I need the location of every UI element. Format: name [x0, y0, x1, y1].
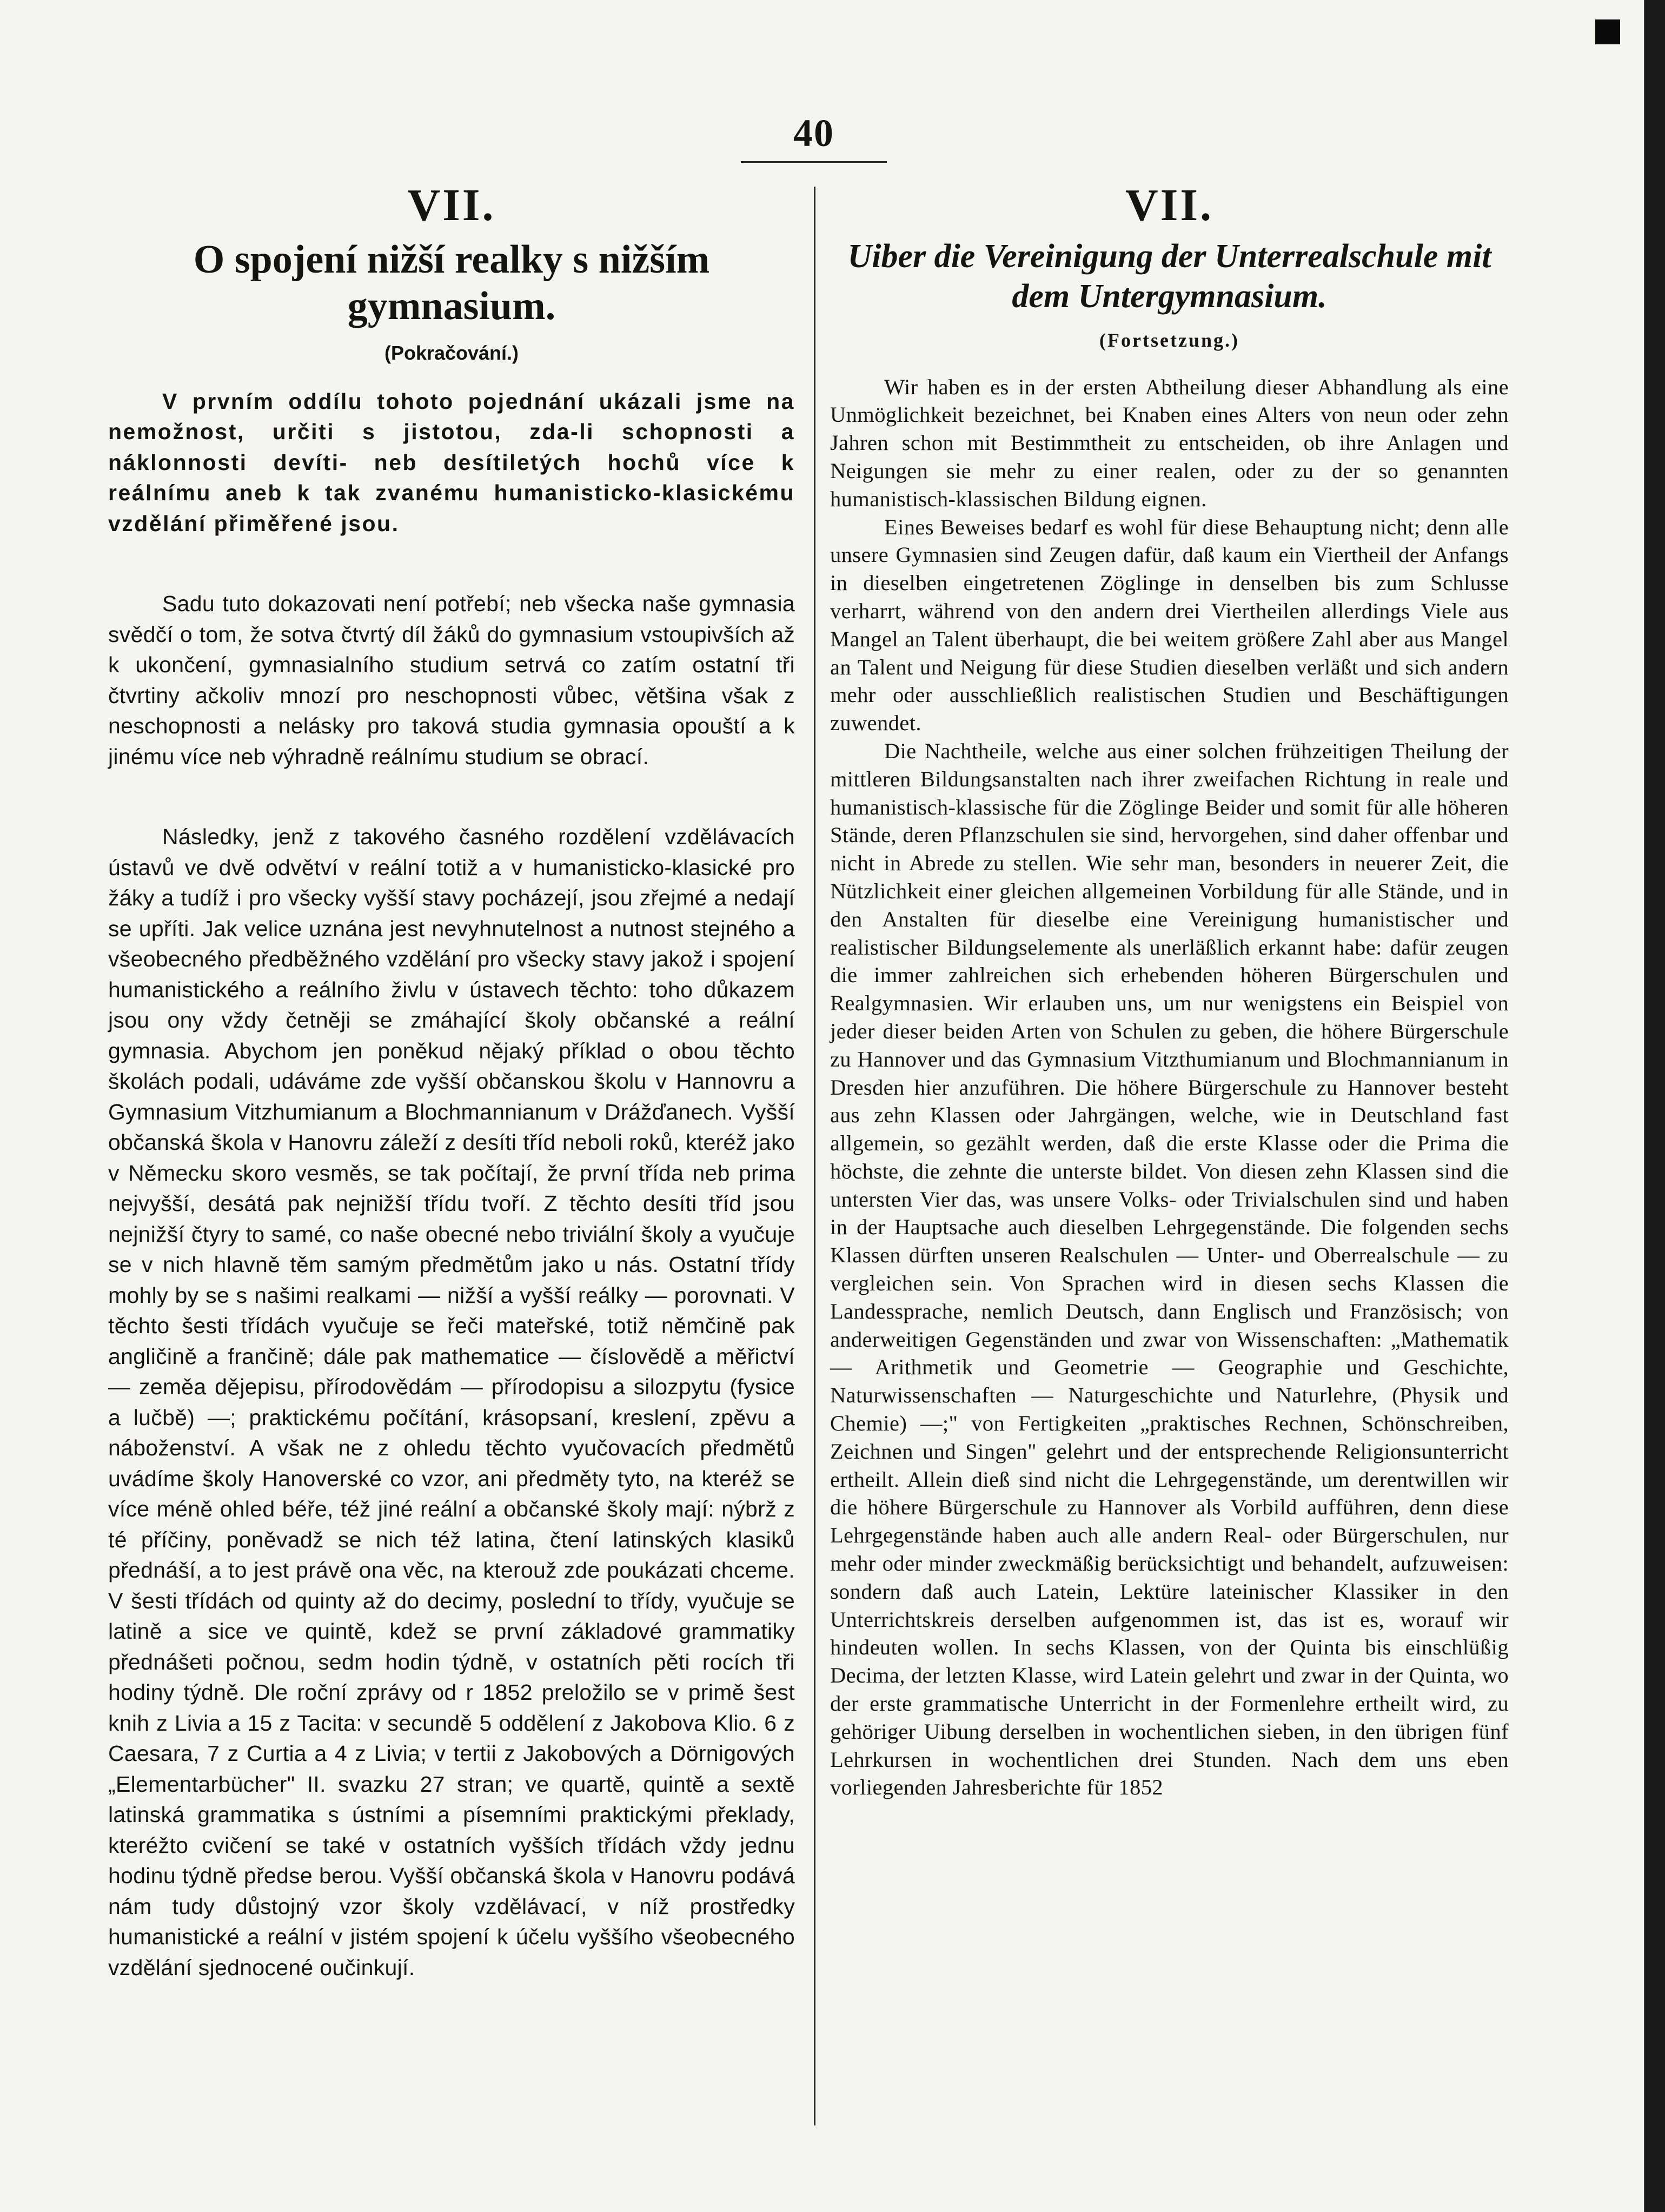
paragraph-2: Eines Beweises bedarf es wohl für diese Behauptung nicht; denn alle unsere Gymnasien sind Zeugen dafür, daß kaum ein Viertheil der Anfangs in dieselben eingetretenen Zöglinge in denselben bis zum Schlusse verharrt, während von den andern drei Viertheilen allerdings Viele aus Mangel an Talent überhaupt, die bei weitem größere Zahl aber aus Mangel an Talent und Neigung für diese Studien dieselben verläßt und sich andern mehr oder ausschließlich realistischen Studien und Beschäftigungen zuwendet. — [830, 514, 1509, 736]
section-title: Uiber die Vereinigung der Unterrealschule mit dem Untergymnasium. — [847, 237, 1491, 315]
paragraph-3: Následky, jenž z takového časného rozdělení vzdělávacích ústavů ve dvě odvětví v reální totiž a v humanisticko-klasické pro žáky a tudíž i pro všecky vyšší stavy pocházejí, jsou zřejmé a nedají se upříti. Jak velice uznána jest nevyhnutelnost a nutnost stejného a všeobecného předběžného vzdělání pro všecky stavy jakož i spojení humanistického a reálního živlu v ústavech těchto: toho důkazem jsou ony vždy četněji se zmáhající školy občanské a reální gymnasia. Abychom jen poněkud nějaký příklad o obou těchto školách podali, udáváme zde vyšší občanskou školu v Hannovru a Gymnasium Vitzhumianum a Blochmannianum v Drážďanech. Vyšší občanská škola v Hanovru záleží z desíti tříd neboli roků, kteréž jako v Německu skoro vesměs, se tak počítají, že první třída neb prima nejvyšší, desátá pak nejnižší třídu tvoří. Z těchto desíti tříd jsou nejnižší čtyry to samé, co naše obecné nebo triviální školy a vyučuje se v nich hlavně těm samým předmětům jako u nás. Ostatní třídy mohly by se s našimi realkami — nižší a vyšší reálky — porovnati. V těchto šesti třídách vyučuje se řeči mateřské, totiž němčině pak angličině a frančině; dále pak mathematice — číslovědě a měřictví — zeměa dějepisu, přírodovědám — přírodopisu a silozpytu (fysice a lučbě) —; praktickému počítání, krásopsaní, kreslení, zpěvu a náboženství. A však ne z ohledu těchto vyučovacích předmětů uvádíme školy Hanoverské co vzor, ani předměty tyto, na kteréž se více méně ohled béře, též jiné reální a občanské školy mají: nýbrž z té příčiny, poněvadž se nich též latina, čtení latinských klasiků přednáší, a to jest právě ona věc, na kterouž zde poukázati chceme. V šesti třídách od quinty až do decimy, poslední to třídy, vyučuje se latině a sice ve quintě, kdež se první základové grammatiky přednášeti počnou, sedm hodin týdně, v ostatních pěti rocích tři hodiny týdně. Dle roční zprávy od r 1852 preložilo se v primě šest knih z Livia a 15 z Tacita: v secundě 5 oddělení z Jakobova Klio. 6 z Caesara, 7 z Curtia a 4 z Livia; v tertii z Jakobových a Dörnigových „Elementarbücher" II. svazku 27 stran; ve quartě, quintě a sextě latinská grammatika s ústními a písemními praktickými překlady, kteréžto cvičení se také v ostatních vyšších třídách vždy jednu hodinu týdně předse berou. Vyšší občanská škola v Hanovru podává nám tudy důstojný vzor školy vzdělávací, v níž prostředky humanistické a reální v jistém spojení k účelu vyššího všeobecného vzdělání sjednocené oučinkují. — [108, 824, 795, 1980]
paragraph-1: Wir haben es in der ersten Abtheilung dieser Abhandlung als eine Unmöglichkeit bezeichnet, bei Knaben eines Alters von neun oder zehn Jahren schon mit Bestimmtheit zu entscheiden, ob ihre Anlagen und Neigungen sie mehr zu einer realen, oder zu der so genannten humanistisch-klassischen Bildung eignen. — [830, 374, 1509, 511]
column-divider — [814, 187, 815, 2125]
continuation-note: (Pokračování.) — [384, 341, 519, 364]
paragraph-1: V prvním oddílu tohoto pojednání ukázali jsme na nemožnost, určiti s jistotou, zda-li schopnosti a náklonnosti devíti- neb desítiletých hochů více k reálnímu aneb k tak zvanému humanisticko-klasickému vzdělání přiměřené jsou. — [108, 388, 795, 536]
page-number-rule — [741, 161, 887, 163]
section-number: VII. — [407, 180, 496, 230]
paragraph-2: Sadu tuto dokazovati není potřebí; neb všecka naše gymnasia svědčí o tom, že sotva čtvrtý díl žáků do gymnasium vstoupivších až k ukončení, gymnasialního studium setrvá co zatím ostatní tři čtvrtiny ačkoliv mnozí pro neschopnosti vůbec, většina však z neschopnosti a nelásky pro taková studia gymnasia opouští a k jinému více neb výhradně reálnímu studium se obrací. — [108, 591, 795, 769]
corner-registration-mark — [1595, 19, 1620, 44]
german-column — [830, 178, 1509, 1802]
section-title: O spojení nižší realky s nižším gymnasium. — [193, 237, 710, 329]
czech-column — [108, 178, 795, 1983]
paragraph-3: Die Nachtheile, welche aus einer solchen frühzeitigen Theilung der mittleren Bildungsanstalten nach ihrer zweifachen Richtung in reale und humanistisch-klassische für die Zöglinge Beider und somit für alle höheren Stände, deren Pflanzschulen sie sind, hervorgehen, sind daher offenbar und nicht in Abrede zu stellen. Wie sehr man, besonders in neuerer Zeit, die Nützlichkeit einer gleichen allgemeinen Vorbildung für alle Stände, und in den Anstalten für dieselbe eine Vereinigung humanistischer und realistischer Bildungselemente als unerläßlich erkannt habe: dafür zeugen die immer zahlreichen sich erhebenden höheren Bürgerschulen und Realgymnasien. Wir erlauben uns, um nur wenigstens ein Beispiel von jeder dieser beiden Arten von Schulen zu geben, die höhere Bürgerschule zu Hannover und das Gymnasium Vitzthumianum und Blochmannianum in Dresden hier anzuführen. Die höhere Bürgerschule zu Hannover besteht aus zehn Klassen oder Jahrgängen, welche, wie in Deutschland fast allgemein, so gezählt werden, daß die erste Klasse oder die Prima die höchste, die zehnte die unterste bildet. Von diesen zehn Klassen sind die untersten Vier das, was unsere Volks- oder Trivialschulen sind und haben in der Hauptsache auch dieselben Lehrgegenstände. Die folgenden sechs Klassen dürften unseren Realschulen — Unter- und Oberrealschule — zu vergleichen sein. Von Sprachen wird in diesen sechs Klassen die Landessprache, nemlich Deutsch, dann Englisch und Französisch; von anderweitigen Gegenständen und zwar von Wissenschaften: „Mathematik — Arithmetik und Geometrie — Geographie und Geschichte, Naturwissenschaften — Naturgeschichte und Naturlehre, (Physik und Chemie) —;" von Fertigkeiten „praktisches Rechnen, Schönschreiben, Zeichnen und Singen" gelehrt und der entsprechende Religionsunterricht ertheilt. Allein dieß sind nicht die Lehrgegenstände, um derentwillen wir die höhere Bürgerschule zu Hannover als Vorbild aufführen, denn diese Lehrgegenstände haben auch alle andern Real- oder Bürgerschulen, nur mehr oder minder zweckmäßig berücksichtigt und behandelt, aufzuweisen: sondern daß auch Latein, Lektüre lateinischer Klassiker in den Unterrichtskreis derselben aufgenommen ist, das ist es, worauf wir hindeuten wollen. In sechs Klassen, von der Quinta bis einschlüßig Decima, der letzten Klasse, wird Latein gelehrt und zwar in der Quinta, wo der erste grammatische Unterricht in der Formenlehre ertheilt wird, zu gehöriger Uibung derselben in wochentlichen sieben, in den übrigen fünf Lehrkursen in wochentlichen drei Stunden. Nach dem uns eben vorliegenden Jahresberichte für 1852 — [830, 738, 1509, 1800]
page-number: 40 — [793, 111, 834, 155]
section-number: VII. — [1125, 180, 1214, 230]
continuation-note: (Fortsetzung.) — [1099, 329, 1239, 351]
